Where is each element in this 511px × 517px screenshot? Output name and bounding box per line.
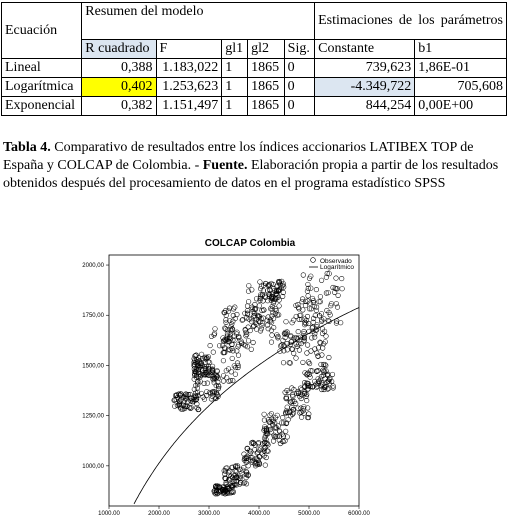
- row-b1: 0,00E+00: [415, 97, 507, 116]
- table-caption: [3, 139, 503, 193]
- y-tick-label: 1500,00: [82, 363, 104, 370]
- row-gl2: 1865: [248, 59, 285, 78]
- caption-source-label: Fuente.: [202, 158, 248, 173]
- col-gl1: gl1: [222, 40, 248, 59]
- row-b1: 1,86E-01: [415, 59, 507, 78]
- caption-label: Tabla 4.: [3, 140, 51, 155]
- row-b1: 705,608: [415, 78, 507, 97]
- col-sig: Sig.: [284, 40, 314, 59]
- model-summary-table: [1, 2, 507, 116]
- x-tick-label: 2000,00: [148, 511, 170, 515]
- x-tick-label: 5000,00: [298, 511, 320, 515]
- col-gl2: gl2: [248, 40, 285, 59]
- caption-text-2: Elaboración propia a partir de los resultados obtenidos después del procesamiento de datos en el programa estadístico SPSS: [3, 158, 499, 191]
- row-gl1: 1: [222, 97, 248, 116]
- x-tick-label: 1000,00: [98, 511, 120, 515]
- y-tick-label: 1000,00: [82, 463, 104, 470]
- row-f: 1.183,022: [156, 59, 222, 78]
- row-constant: -4.349,722: [315, 78, 415, 97]
- row-sig: 0: [284, 78, 314, 97]
- row-r2: 0,382: [82, 97, 156, 116]
- row-gl2: 1865: [248, 78, 285, 97]
- row-constant: 739,623: [315, 59, 415, 78]
- x-tick-label: 3000,00: [198, 511, 220, 515]
- col-constant: Constante: [315, 40, 415, 59]
- table-row: [2, 97, 507, 116]
- row-gl2: 1865: [248, 97, 285, 116]
- row-r2-highlighted: 0,402: [82, 78, 156, 97]
- chart-title: COLCAP Colombia: [204, 238, 296, 249]
- col-b1: b1: [415, 40, 507, 59]
- row-gl1: 1: [222, 59, 248, 78]
- y-tick-label: 2000,00: [82, 263, 104, 270]
- header-parameter-estimates: Estimaciones de los parámetros: [315, 3, 507, 40]
- col-f: F: [156, 40, 222, 59]
- col-r-squared: R cuadrado: [82, 40, 156, 59]
- row-sig: 0: [284, 59, 314, 78]
- y-tick-label: 1250,00: [82, 413, 104, 420]
- row-f: 1.253,623: [156, 78, 222, 97]
- row-r2: 0,388: [82, 59, 156, 78]
- caption-text: Comparativo de resultados entre los índices accionarios LATIBEX TOP de España y COLCAP de Colombia. -: [3, 140, 474, 173]
- table-row: [2, 78, 507, 97]
- row-f: 1.151,497: [156, 97, 222, 116]
- legend-fit: Logarítmico: [320, 264, 354, 271]
- x-tick-label: 4000,00: [248, 511, 270, 515]
- y-tick-label: 1750,00: [82, 313, 104, 320]
- legend-observed: Observado: [320, 258, 352, 265]
- header-equation: Ecuación: [2, 3, 82, 59]
- header-model-summary: Resumen del modelo: [82, 3, 315, 40]
- row-sig: 0: [284, 97, 314, 116]
- x-tick-label: 6000,00: [348, 511, 370, 515]
- scatter-chart: [60, 233, 380, 515]
- table-row: [2, 59, 507, 78]
- row-equation: Exponencial: [2, 97, 82, 116]
- row-equation: Lineal: [2, 59, 82, 78]
- row-constant: 844,254: [315, 97, 415, 116]
- row-equation: Logarítmica: [2, 78, 82, 97]
- row-gl1: 1: [222, 78, 248, 97]
